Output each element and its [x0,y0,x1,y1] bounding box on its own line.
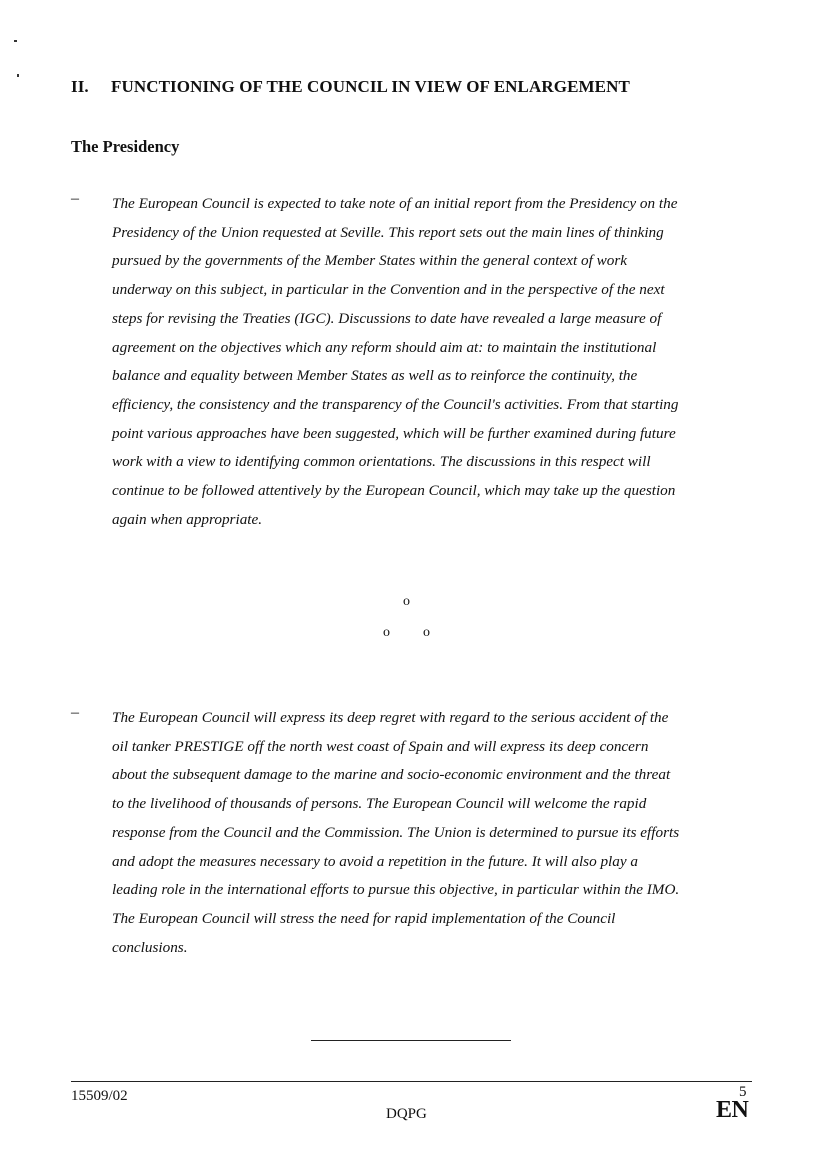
scan-speck [14,40,17,42]
text-line: again when appropriate. [112,510,263,528]
bullet-dash: – [71,190,79,207]
subsection-heading: The Presidency [71,137,180,156]
text-line: about the subsequent damage to the marine and socio-economic environment and the threat [112,766,671,784]
text-line: point various approaches have been suggested, which will be further examined during future [112,424,676,442]
department-code: DQPG [386,1106,427,1122]
separator-symbol: o [423,625,430,640]
section-title: FUNCTIONING OF THE COUNCIL IN VIEW OF ENLARGEMENT [111,77,630,96]
paragraph-text [112,190,752,534]
text-line: steps for revising the Treaties (IGC). Discussions to date have revealed a large measure of [112,309,662,327]
document-reference: 15509/02 [71,1088,128,1104]
text-line: oil tanker PRESTIGE off the north west coast of Spain and will express its deep concern [112,737,649,755]
language-code: EN [716,1097,749,1123]
text-line: The European Council is expected to take note of an initial report from the Presidency on the [112,195,678,212]
text-line: response from the Council and the Commission. The Union is determined to pursue its efforts [112,823,680,841]
end-of-text-rule [311,1040,511,1041]
text-line: and adopt the measures necessary to avoid a repetition in the future. It will also play a [112,852,639,870]
text-line: efficiency, the consistency and the transparency of the Council's activities. From that starting [112,395,679,413]
text-line: agreement on the objectives which any reform should aim at: to maintain the institutional [112,338,657,356]
page-number: 5 [739,1084,747,1100]
text-line: work with a view to identifying common orientations. The discussions in this respect will [112,453,651,471]
text-line: leading role in the international efforts to pursue this objective, in particular within the IMO. [112,881,680,899]
text-line: pursued by the governments of the Member States within the general context of work [112,252,628,270]
text-line: The European Council will stress the need for rapid implementation of the Council [112,909,616,927]
bullet-dash: – [71,704,79,721]
scan-speck [17,74,19,77]
text-line: underway on this subject, in particular in the Convention and in the perspective of the next [112,281,665,299]
text-line: balance and equality between Member States as well as to reinforce the continuity, the [112,367,638,385]
text-line: conclusions. [112,938,188,956]
paragraph-text [112,704,752,962]
text-line: continue to be followed attentively by the European Council, which may take up the question [112,482,676,500]
footer-rule [71,1081,752,1082]
section-heading [71,77,630,97]
text-line: to the livelihood of thousands of persons. The European Council will welcome the rapid [112,795,647,813]
separator-symbol: o [383,625,390,640]
section-number: II. [71,77,89,96]
text-line: The European Council will express its deep regret with regard to the serious accident of the [112,709,669,726]
separator-symbol: o [403,594,410,609]
text-line: Presidency of the Union requested at Seville. This report sets out the main lines of thinking [112,223,664,241]
